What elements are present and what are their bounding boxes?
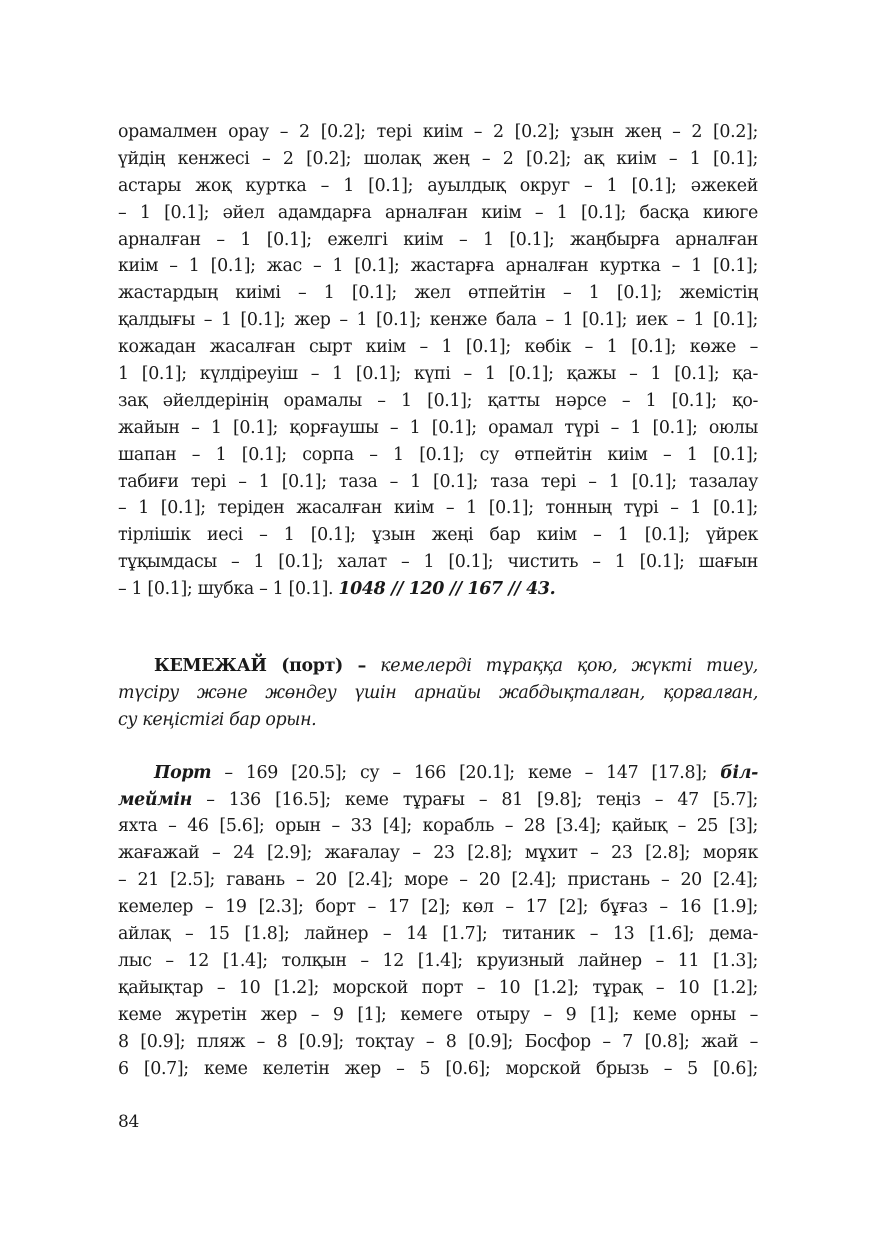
text-line: қайықтар – 10 [1.2]; морской порт – 10 [1.2]; тұрақ – 10 [1.2]; (118, 977, 758, 998)
definition-text: кемелерді тұраққа қою, жүкті тиеу, (380, 656, 758, 677)
text-line: жастардың киімі – 1 [0.1]; жел өтпейтін – 1 [0.1]; жемістің (118, 283, 758, 304)
text-line: жағажай – 24 [2.9]; жағалау – 23 [2.8]; мұхит – 23 [2.8]; моряк (118, 843, 758, 864)
text-line: шапан – 1 [0.1]; сорпа – 1 [0.1]; су өтпейтін киім – 1 [0.1]; (118, 444, 758, 465)
response-term: біл- (720, 762, 758, 783)
text-line: айлақ – 15 [1.8]; лайнер – 14 [1.7]; титаник – 13 [1.6]; дема- (118, 924, 758, 945)
text-line: 6 [0.7]; кеме келетін жер – 5 [0.6]; морской брызь – 5 [0.6]; (118, 1058, 758, 1079)
text-line: жайын – 1 [0.1]; қорғаушы – 1 [0.1]; орамал түрі – 1 [0.1]; оюлы (118, 417, 758, 438)
entry-definition (118, 653, 758, 734)
entry-headword: КЕМЕЖАЙ (порт) – (154, 656, 367, 677)
paragraph-responses (118, 760, 758, 1083)
paragraph-continuation (118, 119, 758, 603)
text-line: кеме жүретін жер – 9 [1]; кемеге отыру – 9 [1]; кеме орны – (118, 1004, 758, 1025)
text-line: арналған – 1 [0.1]; ежелгі киім – 1 [0.1]; жаңбырға арналған (118, 229, 758, 250)
page-body (118, 119, 758, 1082)
text-line: лыс – 12 [1.4]; толқын – 12 [1.4]; круизный лайнер – 11 [1.3]; (118, 950, 758, 971)
text-line: тірлішік иесі – 1 [0.1]; ұзын жеңі бар киім – 1 [0.1]; үйрек (118, 525, 758, 546)
text-line (118, 760, 758, 787)
text-line: кемелер – 19 [2.3]; борт – 17 [2]; көл – 17 [2]; бұғаз – 16 [1.9]; (118, 897, 758, 918)
text-line (118, 653, 758, 680)
definition-line: түсіру және жөндеу үшін арнайы жабдықталған, қорғалған, (118, 682, 758, 703)
text-line: үйдің кенжесі – 2 [0.2]; шолақ жең – 2 [0.2]; ақ киім – 1 [0.1]; (118, 148, 758, 169)
text-line: кожадан жасалған сырт киім – 1 [0.1]; көбік – 1 [0.1]; көже – (118, 337, 758, 358)
text-line: қалдығы – 1 [0.1]; жер – 1 [0.1]; кенже бала – 1 [0.1]; иек – 1 [0.1]; (118, 310, 758, 331)
text-line: орамалмен орау – 2 [0.2]; тері киім – 2 [0.2]; ұзын жең – 2 [0.2]; (118, 122, 758, 142)
text-line: астары жоқ куртка – 1 [0.1]; ауылдық округ – 1 [0.1]; әжекей (118, 175, 758, 196)
text-line: табиғи тері – 1 [0.1]; таза – 1 [0.1]; таза тері – 1 [0.1]; тазалау (118, 471, 758, 492)
page-number: 84 (118, 1112, 140, 1132)
text-line: яхта – 46 [5.6]; орын – 33 [4]; корабль – 28 [3.4]; қайық – 25 [3]; (118, 816, 758, 837)
text-line: киім – 1 [0.1]; жас – 1 [0.1]; жастарға арналған куртка – 1 [0.1]; (118, 256, 758, 277)
entry-statistics: 1048 // 120 // 167 // 43. (338, 579, 556, 600)
text-line: зақ әйелдерінің орамалы – 1 [0.1]; қатты нәрсе – 1 [0.1]; қо- (118, 390, 758, 411)
text-line: – 21 [2.5]; гавань – 20 [2.4]; море – 20 [2.4]; пристань – 20 [2.4]; (118, 870, 758, 891)
response-term: меймін (118, 789, 192, 810)
spacer (118, 734, 758, 760)
text-line (118, 787, 758, 814)
text-line: 8 [0.9]; пляж – 8 [0.9]; тоқтау – 8 [0.9]; Босфор – 7 [0.8]; жай – (118, 1031, 758, 1052)
text-line: тұқымдасы – 1 [0.1]; халат – 1 [0.1]; чистить – 1 [0.1]; шағын (118, 552, 758, 573)
response-term: Порт (154, 762, 212, 783)
definition-line: су кеңістігі бар орын. (118, 709, 317, 730)
text-fragment: – 169 [20.5]; су – 166 [20.1]; кеме – 147 [17.8]; (224, 762, 708, 783)
text-line (118, 576, 758, 603)
text-fragment: – 1 [0.1]; шубка – 1 [0.1]. (118, 579, 334, 600)
text-line: – 1 [0.1]; теріден жасалған киім – 1 [0.1]; тонның түрі – 1 [0.1]; (118, 498, 758, 519)
spacer (118, 603, 758, 653)
text-line: 1 [0.1]; күлдіреуіш – 1 [0.1]; күпі – 1 [0.1]; қажы – 1 [0.1]; қа- (118, 364, 758, 385)
text-fragment: – 136 [16.5]; кеме тұрағы – 81 [9.8]; теңіз – 47 [5.7]; (206, 789, 758, 810)
text-line: – 1 [0.1]; әйел адамдарға арналған киім – 1 [0.1]; басқа киюге (118, 202, 758, 223)
